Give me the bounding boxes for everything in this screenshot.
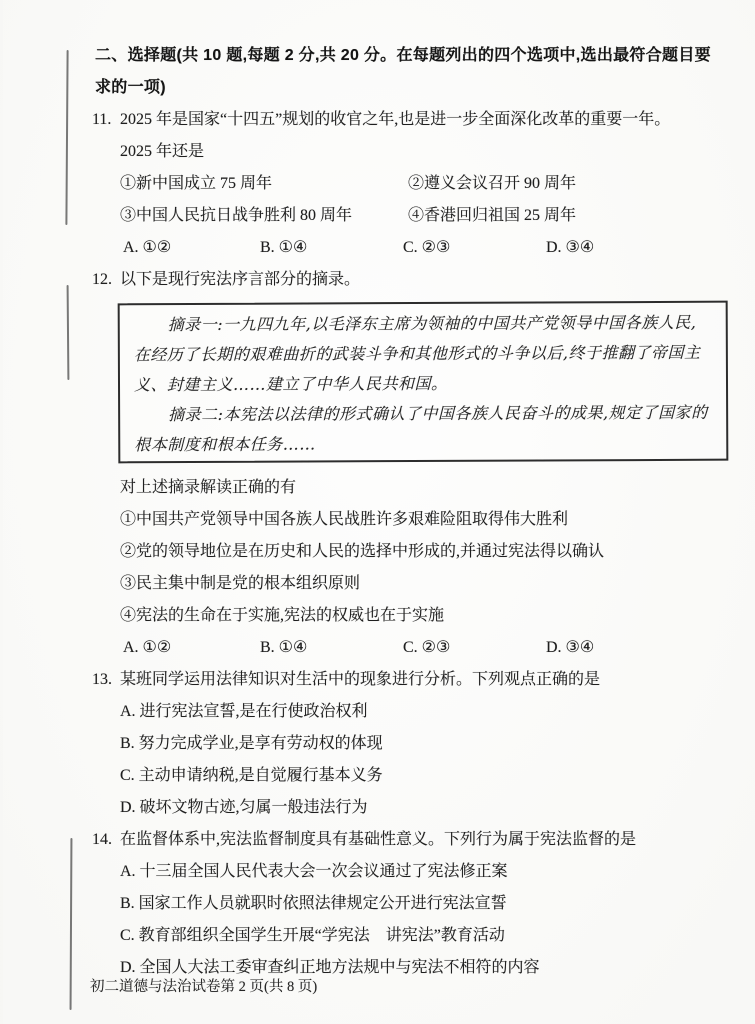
- question-11-text: 2025 年是国家“十四五”规划的收官之年,也是进一步全面深化改革的重要一年。: [120, 111, 671, 128]
- choice-a: A. ①②: [123, 639, 172, 656]
- excerpt-line: 义、封建主义……建立了中华人民共和国。: [133, 373, 448, 395]
- constitution-excerpt-box: [118, 301, 729, 464]
- question-12-choices: [120, 632, 706, 664]
- question-14-stem: [92, 824, 706, 856]
- scan-edge-artifact: [65, 50, 68, 225]
- question-13-number: 13.: [92, 671, 112, 688]
- scan-edge-artifact: [67, 285, 70, 380]
- question-14-text: 在监督体系中,宪法监督制度具有基础性意义。下列行为属于宪法监督的是: [120, 831, 637, 848]
- question-11-stem-cont: 2025 年还是: [120, 143, 205, 160]
- statement-4: ④宪法的生命在于实施,宪法的权威也在于实施: [120, 607, 445, 624]
- question-11-number: 11.: [92, 111, 112, 128]
- question-14-option-b: B. 国家工作人员就职时依照法律规定公开进行宪法宣誓: [120, 895, 507, 912]
- choice-d: D. ③④: [546, 639, 595, 656]
- question-11-items-row-2: [120, 200, 706, 232]
- exam-content: [92, 40, 711, 984]
- excerpt-line: 在经历了长期的艰难曲折的武装斗争和其他形式的斗争以后,终于推翻了帝国主: [133, 342, 701, 365]
- section-header-line-1: 二、选择题(共 10 题,每题 2 分,共 20 分。在每题列出的四个选项中,选出最符合题目要: [95, 47, 711, 64]
- statement-3: ③民主集中制是党的根本组织原则: [120, 575, 361, 592]
- question-13-option-c: C. 主动申请纳税,是自觉履行基本义务: [120, 767, 383, 784]
- choice-d: D. ③④: [546, 239, 595, 256]
- question-13-option-d: D. 破坏文物古迹,匀属一般违法行为: [120, 799, 368, 816]
- statement-1: ①中国共产党领导中国各族人民战胜许多艰难险阻取得伟大胜利: [120, 511, 569, 528]
- scan-edge-artifact: [70, 838, 73, 1010]
- question-12-text: 以下是现行宪法序言部分的摘录。: [120, 271, 361, 288]
- item-3: ③中国人民抗日战争胜利 80 周年: [120, 207, 353, 224]
- question-11-stem: [92, 104, 706, 136]
- choice-b: B. ①④: [260, 639, 308, 656]
- question-14-number: 14.: [92, 831, 112, 848]
- question-11-choices: [120, 232, 706, 264]
- excerpt-line: 根本制度和根本任务……: [134, 434, 316, 455]
- page-footer: 初二道德与法治试卷第 2 页(共 8 页): [90, 979, 318, 995]
- statement-2: ②党的领导地位是在历史和人民的选择中形成的,并通过宪法得以确认: [120, 543, 605, 560]
- question-13-stem: [92, 664, 706, 696]
- question-11-items-row-1: [120, 168, 706, 200]
- item-4: ④香港回归祖国 25 周年: [408, 207, 577, 224]
- item-1: ①新中国成立 75 周年: [120, 175, 273, 192]
- question-14-option-a: A. 十三届全国人民代表大会一次会议通过了宪法修正案: [120, 863, 508, 880]
- choice-a: A. ①②: [123, 239, 172, 256]
- question-13-option-a: A. 进行宪法宣誓,是在行使政治权利: [120, 703, 368, 720]
- question-13-option-b: B. 努力完成学业,是享有劳动权的体现: [120, 735, 383, 752]
- question-14-option-d: D. 全国人大法工委审查纠正地方法规中与宪法不相符的内容: [120, 959, 540, 976]
- question-14-option-c: C. 教育部组织全国学生开展“学宪法 讲宪法”教育活动: [120, 927, 505, 944]
- question-12-stem: [92, 264, 706, 296]
- excerpt-line: 摘录二:本宪法以法律的形式确认了中国各族人民奋斗的成果,规定了国家的: [168, 402, 708, 425]
- choice-c: C. ②③: [403, 639, 451, 656]
- question-12-number: 12.: [92, 271, 112, 288]
- question-13-text: 某班同学运用法律知识对生活中的现象进行分析。下列观点正确的是: [120, 671, 601, 688]
- item-2: ②遵义会议召开 90 周年: [408, 175, 577, 192]
- excerpt-line: 摘录一:一九四九年,以毛泽东主席为领袖的中国共产党领导中国各族人民,: [167, 312, 697, 335]
- choice-c: C. ②③: [403, 239, 451, 256]
- section-header-line-2: 求的一项): [95, 79, 166, 96]
- question-12-lead: 对上述摘录解读正确的有: [120, 479, 297, 496]
- choice-b: B. ①④: [260, 239, 308, 256]
